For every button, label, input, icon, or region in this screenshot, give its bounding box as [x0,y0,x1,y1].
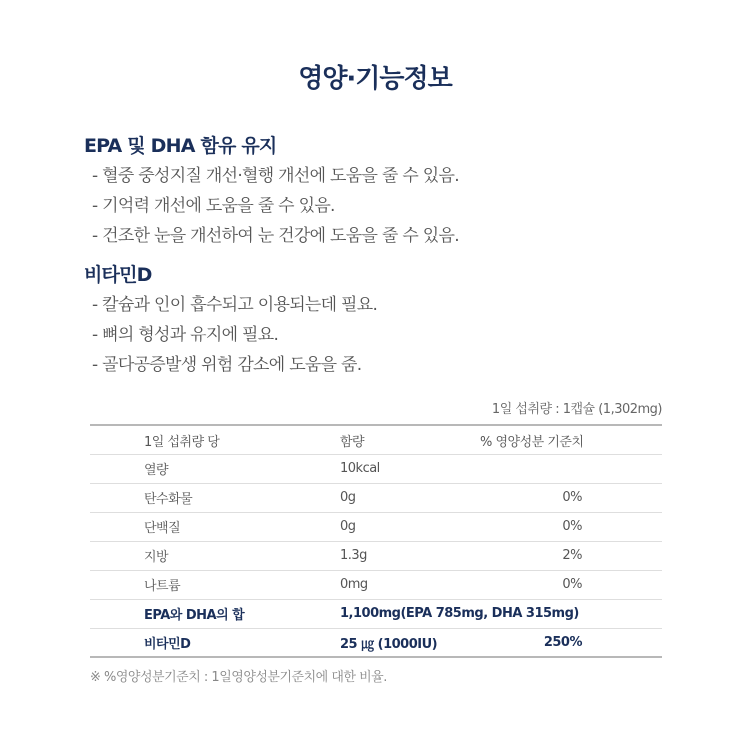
nutrient-name: 지방 [90,541,340,570]
nutrient-amount: 0g [340,512,480,541]
nutrient-percent: 2% [480,541,662,570]
nutrient-amount: 25 ㎍ (1000IU) [340,628,480,657]
table-row [90,512,662,541]
table-header-row [90,425,662,454]
nutrient-amount: 0mg [340,570,480,599]
list-item: - 골다공증발생 위험 감소에 도움을 줌. [92,355,362,375]
header-serving: 1일 섭취량 당 [90,425,340,454]
table-row [90,483,662,512]
benefit-list [84,290,684,380]
section-vitamin-d [84,262,684,380]
nutrient-name: 단백질 [90,512,340,541]
table-row [90,454,662,483]
nutrient-amount: 0g [340,483,480,512]
page-title: 영양·기능정보 [298,64,452,94]
section-heading: 비타민D [84,264,152,286]
nutrient-name: 탄수화물 [90,483,340,512]
nutrient-percent: 0% [480,570,662,599]
benefit-list [84,161,684,251]
table-row-highlight [90,599,662,628]
serving-size: 1일 섭취량 : 1캡슐 (1,302mg) [491,402,662,417]
list-item: - 건조한 눈을 개선하여 눈 건강에 도움을 줄 수 있음. [92,226,459,246]
nutrient-name: EPA와 DHA의 합 [90,599,340,628]
nutrient-amount: 10kcal [340,454,480,483]
header-amount: 함량 [340,425,480,454]
nutrient-name: 열량 [90,454,340,483]
footnote: ※ %영양성분기준치 : 1일영양성분기준치에 대한 비율. [90,670,387,685]
table-row-highlight [90,628,662,657]
table-row [90,570,662,599]
nutrient-name: 나트륨 [90,570,340,599]
list-item: - 혈중 중성지질 개선·혈행 개선에 도움을 줄 수 있음. [92,166,459,186]
nutrient-percent: 250% [480,628,662,657]
nutrient-amount: 1.3g [340,541,480,570]
list-item: - 칼슘과 인이 흡수되고 이용되는데 필요. [92,295,378,315]
nutrient-amount: 1,100mg(EPA 785mg, DHA 315mg) [340,599,662,628]
table-row [90,541,662,570]
list-item: - 뼈의 형성과 유지에 필요. [92,325,279,345]
nutrient-percent: 0% [480,483,662,512]
section-epa-dha [84,133,684,251]
list-item: - 기억력 개선에 도움을 줄 수 있음. [92,196,335,216]
header-daily-value: % 영양성분 기준치 [480,425,662,454]
nutrient-name: 비타민D [90,628,340,657]
nutrient-percent: 0% [480,512,662,541]
nutrition-table [90,424,662,658]
nutrient-percent [480,454,662,483]
section-heading: EPA 및 DHA 함유 유지 [84,135,277,157]
